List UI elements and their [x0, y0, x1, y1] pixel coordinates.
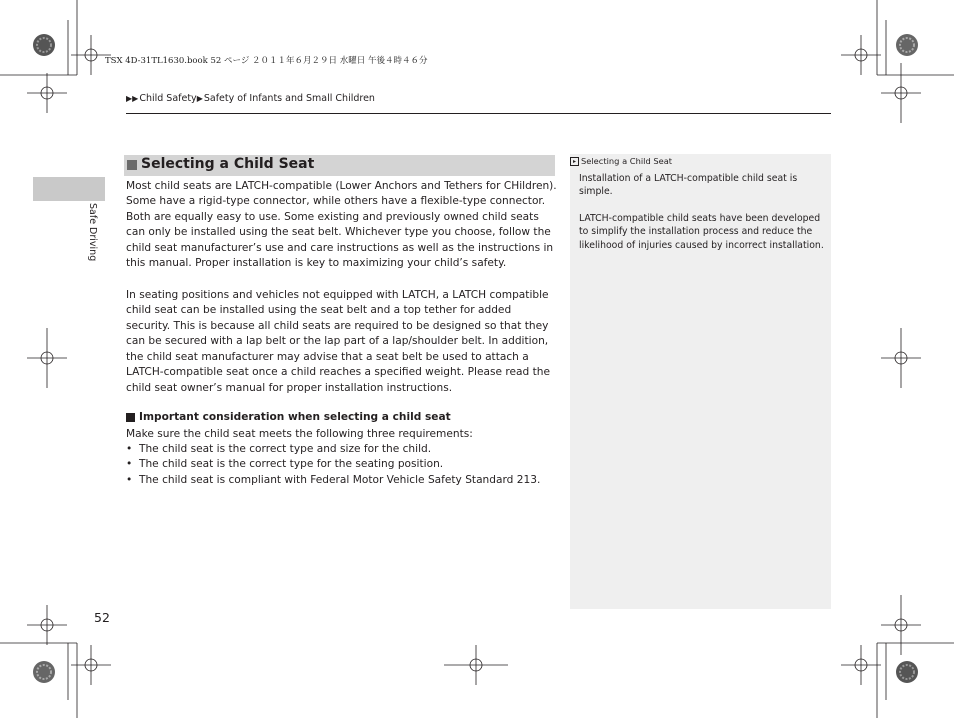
header-divider [126, 113, 831, 114]
section-heading-bar [124, 155, 555, 176]
sidebar-paragraph-1: Installation of a LATCH-compatible child seat is simple. [579, 173, 798, 198]
requirements-intro: Make sure the child seat meets the following three requirements: [126, 428, 473, 440]
subheading-text: Important consideration when selecting a child seat [139, 411, 451, 423]
requirements-list [126, 442, 540, 488]
print-header-line: TSX 4D-31TL1630.book 52 ページ ２０１１年６月２９日 水曜日 午後４時４６分 [105, 56, 428, 66]
breadcrumb-arrows-icon: ▶▶ [126, 94, 139, 103]
subheading [126, 411, 451, 423]
reference-icon: ▸ [570, 157, 579, 166]
section-square-icon [127, 160, 137, 170]
body-paragraph-2: In seating positions and vehicles not equipped with LATCH, a LATCH compatible child seat can be installed using the seat belt and a top tether for added security. This is because all child seats are required to be designed so that they can be secured with a lap belt or the lap part of a lap/shoulder belt. In addition, the child seat manufacturer may advise that a seat belt be used to attach a LATCH-compatible seat once a child reaches a specified weight. Please read the child seat owner’s manual for proper installation instructions. [126, 289, 550, 394]
page-number: 52 [94, 610, 110, 625]
sidebar-note [570, 154, 831, 609]
sidebar-heading [570, 156, 672, 166]
chapter-tab [33, 177, 105, 201]
bullet-icon: • [126, 473, 133, 486]
list-item: • The child seat is the correct type for the seating position. [126, 457, 540, 472]
bullet-icon: • [126, 443, 133, 455]
body-paragraph-1: Most child seats are LATCH-compatible (Lower Anchors and Tethers for CHildren). Some have a rigid-type connector, while others have a flexible-type connector. Both are equally easy to use. Some existing and previously owned child seats can only be installed using the seat belt. Whichever type you choose, follow the child seat manufacturer’s use and care instructions as well as the instructions in this manual. Proper installation is key to maximizing your child’s safety. [126, 180, 557, 270]
subheading-square-icon [126, 413, 135, 422]
breadcrumb [126, 93, 375, 104]
list-item: • The child seat is the correct type and size for the child. [126, 442, 540, 457]
breadcrumb-page[interactable]: Safety of Infants and Small Children [203, 93, 375, 104]
list-item: • The child seat is compliant with Federal Motor Vehicle Safety Standard 213. [126, 473, 540, 488]
bullet-icon: • [126, 458, 133, 471]
sidebar-paragraph-2: LATCH-compatible child seats have been developed to simplify the installation process and reduce the likelihood of injuries caused by incorrect installation. [579, 213, 824, 251]
sidebar-heading-text: Selecting a Child Seat [581, 156, 673, 166]
breadcrumb-section[interactable]: Child Safety [139, 93, 197, 104]
chapter-tab-label: Safe Driving [87, 203, 98, 262]
section-title: Selecting a Child Seat [141, 156, 315, 172]
breadcrumb-separator-icon: ▶ [196, 94, 203, 103]
